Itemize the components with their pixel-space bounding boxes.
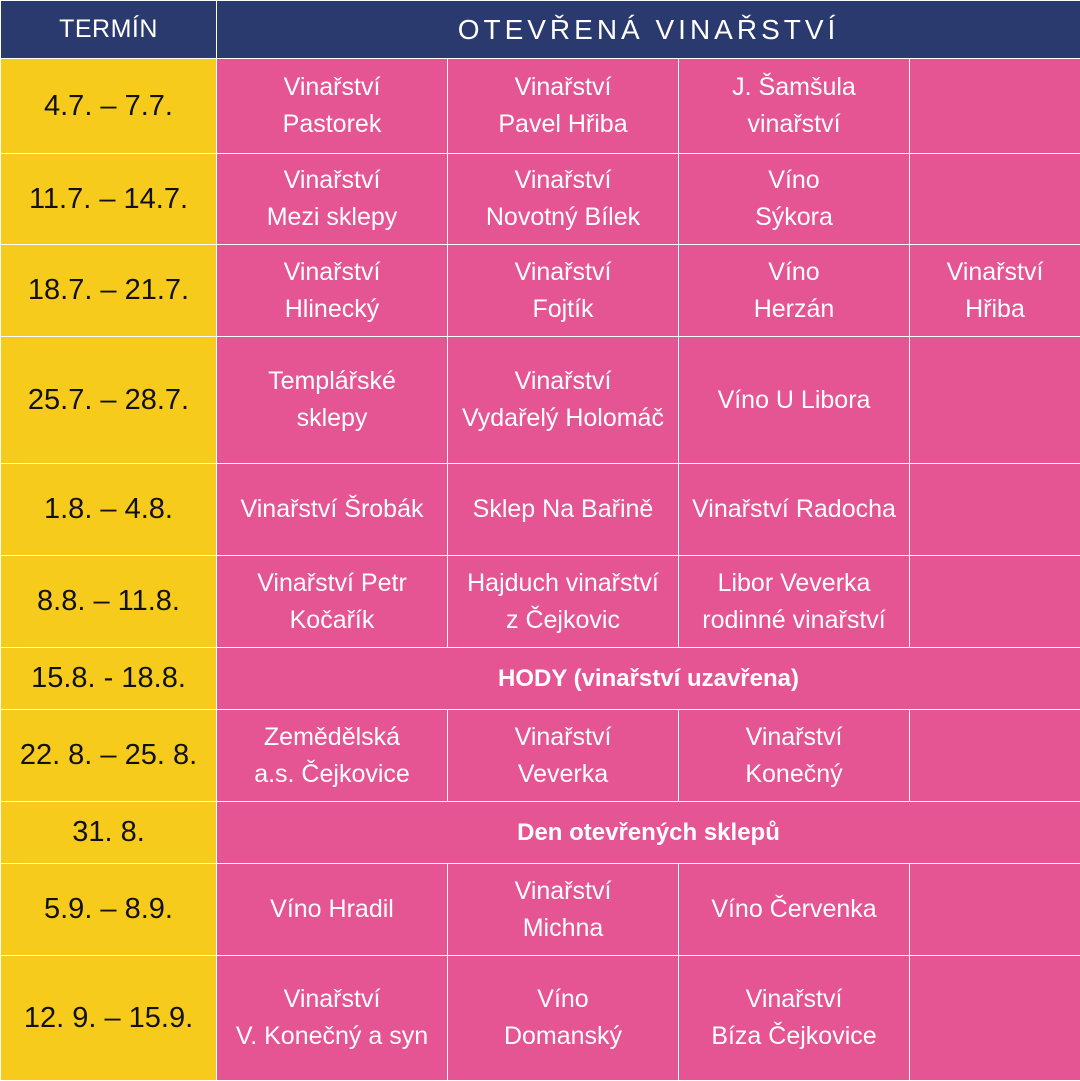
date-column-header: TERMÍN [1,1,217,59]
winery-cell: Sklep Na Bařině [448,464,679,556]
winery-cell: Vinařství Novotný Bílek [448,154,679,245]
date-cell: 25.7. – 28.7. [1,337,217,464]
winery-cell: Vinařství Petr Kočařík [217,556,448,648]
date-cell: 1.8. – 4.8. [1,464,217,556]
table-row [1,464,1080,556]
winery-cell: Templářské sklepy [217,337,448,464]
table-row [1,710,1080,802]
winery-cell [910,464,1080,556]
date-cell: 31. 8. [1,802,217,864]
date-cell: 12. 9. – 15.9. [1,956,217,1081]
date-cell: 5.9. – 8.9. [1,864,217,956]
winery-cell: Víno Hradil [217,864,448,956]
date-cell: 4.7. – 7.7. [1,59,217,154]
winery-cell [910,556,1080,648]
winery-cell: Víno Červenka [679,864,910,956]
winery-cell: Vinařství Fojtík [448,245,679,337]
date-cell: 22. 8. – 25. 8. [1,710,217,802]
open-cellars-notice: Den otevřených sklepů [217,802,1080,864]
closed-notice: HODY (vinařství uzavřena) [217,648,1080,710]
date-cell: 15.8. - 18.8. [1,648,217,710]
winery-cell [910,956,1080,1081]
winery-cell: Vinařství V. Konečný a syn [217,956,448,1081]
table-row [1,864,1080,956]
winery-cell [910,337,1080,464]
date-cell: 11.7. – 14.7. [1,154,217,245]
table-row [1,648,1080,710]
table-title: OTEVŘENÁ VINAŘSTVÍ [217,1,1080,59]
table-row [1,956,1080,1081]
winery-cell: Vinařství Konečný [679,710,910,802]
winery-cell: Víno U Libora [679,337,910,464]
date-cell: 18.7. – 21.7. [1,245,217,337]
date-cell: 8.8. – 11.8. [1,556,217,648]
winery-cell [910,864,1080,956]
winery-cell: Víno Sýkora [679,154,910,245]
winery-cell: Víno Domanský [448,956,679,1081]
winery-cell: Vinařství Michna [448,864,679,956]
winery-cell: Vinařství Hřiba [910,245,1080,337]
winery-cell: J. Šamšula vinařství [679,59,910,154]
winery-cell: Vinařství Pastorek [217,59,448,154]
winery-cell: Vinařství Pavel Hřiba [448,59,679,154]
winery-cell: Vinařství Šrobák [217,464,448,556]
header-row [1,1,1080,59]
winery-cell: Vinařství Hlinecký [217,245,448,337]
winery-cell: Vinařství Vydařelý Holomáč [448,337,679,464]
winery-cell [910,154,1080,245]
table-row [1,337,1080,464]
winery-cell: Vinařství Bíza Čejkovice [679,956,910,1081]
winery-cell: Vinařství Radocha [679,464,910,556]
table-row [1,802,1080,864]
table-row [1,245,1080,337]
winery-cell: Zemědělská a.s. Čejkovice [217,710,448,802]
table-row [1,556,1080,648]
winery-cell: Vinařství Veverka [448,710,679,802]
winery-cell [910,59,1080,154]
winery-cell: Víno Herzán [679,245,910,337]
table-row [1,59,1080,154]
winery-cell [910,710,1080,802]
winery-cell: Libor Veverka rodinné vinařství [679,556,910,648]
winery-cell: Hajduch vinařství z Čejkovic [448,556,679,648]
table-row [1,154,1080,245]
winery-cell: Vinařství Mezi sklepy [217,154,448,245]
